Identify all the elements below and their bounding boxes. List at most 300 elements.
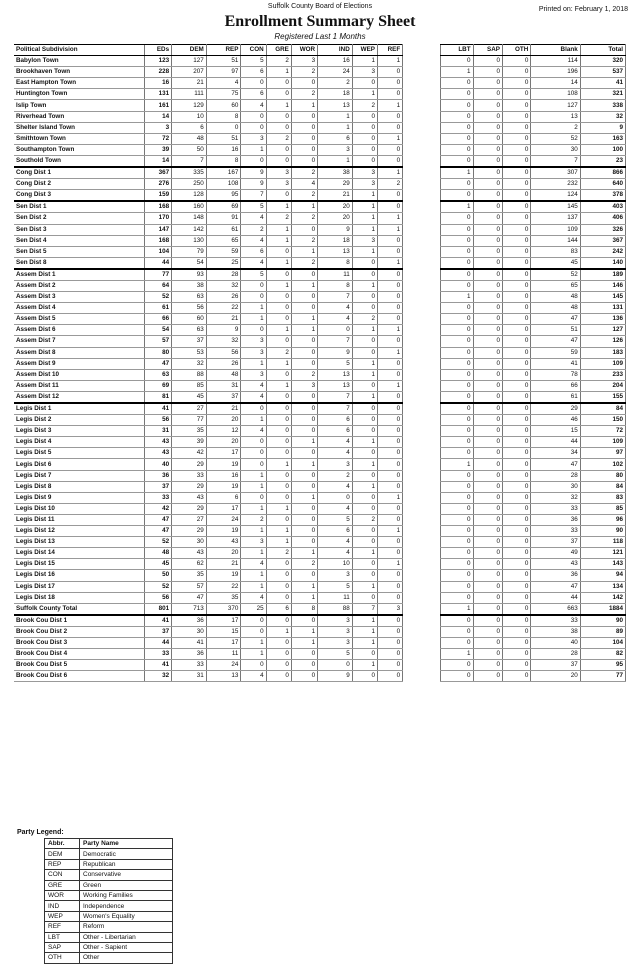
cell-con: 0 (241, 660, 266, 671)
col-header-ind: IND (318, 45, 353, 56)
subdivision-name: Assem Dist 6 (14, 325, 144, 336)
cell-wep: 1 (352, 626, 377, 637)
subdivision-name: Islip Town (14, 100, 144, 111)
column-gap (403, 257, 441, 269)
cell-total: 326 (580, 224, 625, 235)
subdivision-name: Brook Cou Dist 1 (14, 615, 144, 627)
cell-wep: 0 (352, 122, 377, 133)
table-row (14, 459, 626, 470)
cell-lbt: 0 (441, 269, 474, 281)
cell-rep: 0 (206, 122, 241, 133)
column-gap (403, 122, 441, 133)
cell-total: 189 (580, 269, 625, 281)
table-row (14, 559, 626, 570)
cell-sap: 0 (473, 503, 502, 514)
cell-eds: 276 (144, 179, 171, 190)
column-gap (403, 292, 441, 303)
cell-oth: 0 (502, 358, 530, 369)
subdivision-name: Assem Dist 5 (14, 314, 144, 325)
cell-gre: 0 (266, 437, 291, 448)
cell-oth: 0 (502, 100, 530, 111)
table-row (14, 503, 626, 514)
cell-lbt: 0 (441, 481, 474, 492)
cell-lbt: 1 (441, 649, 474, 660)
cell-oth: 0 (502, 190, 530, 202)
cell-sap: 0 (473, 155, 502, 167)
printed-date: Printed on: February 1, 2018 (538, 6, 628, 13)
cell-wep: 1 (352, 358, 377, 369)
table-row (14, 67, 626, 78)
column-gap (403, 649, 441, 660)
cell-lbt: 0 (441, 448, 474, 459)
cell-con: 1 (241, 637, 266, 648)
cell-gre: 0 (266, 470, 291, 481)
cell-lbt: 0 (441, 235, 474, 246)
table-row (14, 437, 626, 448)
cell-gre: 0 (266, 78, 291, 89)
cell-blank: 44 (531, 592, 580, 603)
cell-gre: 0 (266, 122, 291, 133)
cell-wor: 0 (291, 122, 317, 133)
cell-oth: 0 (502, 336, 530, 347)
cell-rep: 8 (206, 111, 241, 122)
cell-wor: 0 (291, 415, 317, 426)
cell-con: 5 (241, 201, 266, 213)
cell-rep: 16 (206, 470, 241, 481)
cell-wep: 0 (352, 649, 377, 660)
legend-party-name: Green (80, 880, 173, 890)
legend-abbr: REP (45, 859, 80, 869)
cell-blank: 232 (531, 179, 580, 190)
cell-wep: 0 (352, 336, 377, 347)
cell-gre: 0 (266, 649, 291, 660)
cell-blank: 61 (531, 391, 580, 403)
cell-wor: 0 (291, 470, 317, 481)
cell-oth: 0 (502, 671, 530, 682)
cell-dem: 32 (172, 358, 207, 369)
column-gap (403, 78, 441, 89)
cell-eds: 168 (144, 201, 171, 213)
cell-ref: 0 (377, 403, 402, 415)
subdivision-name: Babylon Town (14, 56, 144, 67)
legend-abbr: WOR (45, 890, 80, 900)
legend-abbr: LBT (45, 932, 80, 942)
cell-rep: 65 (206, 235, 241, 246)
cell-ref: 2 (377, 179, 402, 190)
legend-row (45, 911, 173, 921)
cell-ref: 0 (377, 235, 402, 246)
cell-rep: 97 (206, 67, 241, 78)
cell-wor: 0 (291, 111, 317, 122)
cell-ind: 9 (318, 224, 353, 235)
cell-gre: 1 (266, 257, 291, 269)
cell-lbt: 0 (441, 671, 474, 682)
column-gap (403, 526, 441, 537)
cell-gre: 1 (266, 537, 291, 548)
cell-ind: 0 (318, 660, 353, 671)
cell-con: 4 (241, 380, 266, 391)
col-header-gre: GRE (266, 45, 291, 56)
table-row (14, 179, 626, 190)
cell-con: 4 (241, 391, 266, 403)
cell-blank: 49 (531, 548, 580, 559)
column-gap (403, 470, 441, 481)
legend-row (45, 880, 173, 890)
cell-rep: 20 (206, 548, 241, 559)
cell-total: 145 (580, 292, 625, 303)
column-gap (403, 615, 441, 627)
cell-lbt: 1 (441, 292, 474, 303)
table-row (14, 426, 626, 437)
column-gap (403, 347, 441, 358)
table-row (14, 649, 626, 660)
legend-col-abbr: Abbr. (45, 839, 80, 849)
cell-rep: 17 (206, 448, 241, 459)
cell-oth: 0 (502, 526, 530, 537)
cell-wor: 0 (291, 78, 317, 89)
cell-rep: 22 (206, 581, 241, 592)
cell-ref: 1 (377, 213, 402, 224)
cell-sap: 0 (473, 526, 502, 537)
column-gap (403, 391, 441, 403)
table-row (14, 235, 626, 246)
cell-wep: 1 (352, 481, 377, 492)
subdivision-name: Southold Town (14, 155, 144, 167)
cell-blank: 41 (531, 358, 580, 369)
table-row (14, 570, 626, 581)
cell-rep: 19 (206, 481, 241, 492)
cell-ind: 4 (318, 503, 353, 514)
cell-wor: 0 (291, 649, 317, 660)
cell-con: 0 (241, 448, 266, 459)
cell-ind: 88 (318, 603, 353, 615)
cell-wep: 0 (352, 503, 377, 514)
cell-ref: 0 (377, 615, 402, 627)
cell-wor: 0 (291, 347, 317, 358)
cell-wep: 0 (352, 78, 377, 89)
cell-con: 1 (241, 548, 266, 559)
column-gap (403, 314, 441, 325)
cell-blank: 37 (531, 660, 580, 671)
cell-lbt: 0 (441, 213, 474, 224)
cell-ind: 29 (318, 179, 353, 190)
col-header-dem: DEM (172, 45, 207, 56)
column-gap (403, 626, 441, 637)
cell-total: 90 (580, 526, 625, 537)
cell-blank: 47 (531, 314, 580, 325)
cell-wor: 3 (291, 56, 317, 67)
cell-wep: 1 (352, 660, 377, 671)
cell-total: 85 (580, 503, 625, 514)
cell-total: 97 (580, 448, 625, 459)
cell-blank: 109 (531, 224, 580, 235)
table-row (14, 626, 626, 637)
cell-wor: 2 (291, 167, 317, 179)
cell-dem: 31 (172, 671, 207, 682)
cell-con: 1 (241, 570, 266, 581)
cell-oth: 0 (502, 269, 530, 281)
cell-eds: 123 (144, 56, 171, 67)
cell-rep: 28 (206, 269, 241, 281)
cell-eds: 43 (144, 437, 171, 448)
cell-ref: 0 (377, 503, 402, 514)
subdivision-name: Assem Dist 8 (14, 347, 144, 358)
table-row (14, 492, 626, 503)
cell-blank: 65 (531, 280, 580, 291)
cell-rep: 16 (206, 144, 241, 155)
column-gap (403, 448, 441, 459)
cell-ref: 0 (377, 426, 402, 437)
cell-ind: 8 (318, 257, 353, 269)
subdivision-name: Sen Dist 5 (14, 246, 144, 257)
table-row (14, 144, 626, 155)
cell-con: 0 (241, 78, 266, 89)
table-row (14, 548, 626, 559)
column-gap (403, 167, 441, 179)
cell-eds: 56 (144, 415, 171, 426)
enrollment-table (14, 44, 626, 682)
cell-ref: 0 (377, 481, 402, 492)
legend-abbr: GRE (45, 880, 80, 890)
cell-lbt: 1 (441, 167, 474, 179)
subdivision-name: Sen Dist 8 (14, 257, 144, 269)
cell-total: 155 (580, 391, 625, 403)
column-gap (403, 67, 441, 78)
cell-ref: 0 (377, 581, 402, 592)
subdivision-name: Brook Cou Dist 6 (14, 671, 144, 682)
cell-wep: 3 (352, 179, 377, 190)
cell-oth: 0 (502, 167, 530, 179)
cell-lbt: 0 (441, 503, 474, 514)
cell-con: 7 (241, 190, 266, 202)
cell-sap: 0 (473, 369, 502, 380)
cell-wor: 0 (291, 503, 317, 514)
cell-sap: 0 (473, 649, 502, 660)
cell-ref: 0 (377, 649, 402, 660)
subdivision-name: Southampton Town (14, 144, 144, 155)
cell-ref: 0 (377, 660, 402, 671)
cell-dem: 713 (172, 603, 207, 615)
cell-rep: 37 (206, 391, 241, 403)
cell-dem: 43 (172, 492, 207, 503)
cell-rep: 32 (206, 280, 241, 291)
column-gap (403, 111, 441, 122)
cell-lbt: 0 (441, 358, 474, 369)
cell-sap: 0 (473, 615, 502, 627)
cell-oth: 0 (502, 144, 530, 155)
cell-lbt: 1 (441, 67, 474, 78)
cell-ref: 0 (377, 122, 402, 133)
cell-dem: 130 (172, 235, 207, 246)
cell-lbt: 0 (441, 660, 474, 671)
cell-ind: 7 (318, 292, 353, 303)
cell-wor: 1 (291, 459, 317, 470)
cell-gre: 0 (266, 190, 291, 202)
cell-wep: 1 (352, 280, 377, 291)
cell-lbt: 0 (441, 369, 474, 380)
cell-oth: 0 (502, 448, 530, 459)
cell-gre: 0 (266, 660, 291, 671)
subdivision-name: Assem Dist 12 (14, 391, 144, 403)
cell-wep: 2 (352, 100, 377, 111)
subdivision-name: Legis Dist 1 (14, 403, 144, 415)
cell-oth: 0 (502, 459, 530, 470)
subdivision-name: Legis Dist 15 (14, 559, 144, 570)
subdivision-name: Legis Dist 9 (14, 492, 144, 503)
cell-ref: 1 (377, 224, 402, 235)
cell-sap: 0 (473, 303, 502, 314)
cell-ref: 0 (377, 155, 402, 167)
column-gap (403, 190, 441, 202)
cell-sap: 0 (473, 380, 502, 391)
cell-eds: 69 (144, 380, 171, 391)
cell-oth: 0 (502, 437, 530, 448)
cell-oth: 0 (502, 257, 530, 269)
cell-wor: 0 (291, 155, 317, 167)
cell-oth: 0 (502, 537, 530, 548)
cell-wep: 0 (352, 403, 377, 415)
cell-wep: 0 (352, 380, 377, 391)
cell-eds: 170 (144, 213, 171, 224)
column-gap (403, 637, 441, 648)
cell-blank: 20 (531, 671, 580, 682)
cell-dem: 63 (172, 325, 207, 336)
cell-oth: 0 (502, 133, 530, 144)
cell-wor: 2 (291, 559, 317, 570)
cell-rep: 167 (206, 167, 241, 179)
table-row (14, 89, 626, 100)
subdivision-name: Cong Dist 1 (14, 167, 144, 179)
cell-total: 72 (580, 426, 625, 437)
cell-wep: 0 (352, 570, 377, 581)
cell-ref: 1 (377, 257, 402, 269)
cell-total: 118 (580, 537, 625, 548)
cell-ref: 1 (377, 380, 402, 391)
county-total-row (14, 603, 626, 615)
cell-blank: 52 (531, 133, 580, 144)
cell-wep: 0 (352, 415, 377, 426)
cell-sap: 0 (473, 415, 502, 426)
cell-rep: 43 (206, 537, 241, 548)
legend-party-name: Other - Libertarian (80, 932, 173, 942)
cell-oth: 0 (502, 548, 530, 559)
cell-gre: 0 (266, 336, 291, 347)
cell-wor: 2 (291, 235, 317, 246)
cell-blank: 34 (531, 448, 580, 459)
cell-ind: 1 (318, 122, 353, 133)
cell-sap: 0 (473, 481, 502, 492)
cell-gre: 0 (266, 314, 291, 325)
subdivision-name: Assem Dist 2 (14, 280, 144, 291)
cell-lbt: 1 (441, 459, 474, 470)
cell-gre: 6 (266, 603, 291, 615)
table-row (14, 369, 626, 380)
cell-dem: 77 (172, 415, 207, 426)
cell-blank: 44 (531, 437, 580, 448)
table-row (14, 100, 626, 111)
cell-ind: 16 (318, 56, 353, 67)
cell-wep: 3 (352, 235, 377, 246)
cell-sap: 0 (473, 603, 502, 615)
cell-blank: 48 (531, 292, 580, 303)
column-gap (403, 155, 441, 167)
cell-dem: 142 (172, 224, 207, 235)
column-gap (403, 459, 441, 470)
cell-lbt: 0 (441, 78, 474, 89)
cell-ind: 7 (318, 403, 353, 415)
cell-dem: 47 (172, 592, 207, 603)
table-row (14, 167, 626, 179)
cell-rep: 19 (206, 526, 241, 537)
legend-abbr: WEP (45, 911, 80, 921)
cell-ref: 0 (377, 369, 402, 380)
cell-rep: 26 (206, 292, 241, 303)
subdivision-name: Huntington Town (14, 89, 144, 100)
col-header-sap: SAP (473, 45, 502, 56)
cell-ref: 0 (377, 459, 402, 470)
cell-rep: 8 (206, 155, 241, 167)
cell-wor: 0 (291, 570, 317, 581)
cell-rep: 21 (206, 403, 241, 415)
cell-eds: 36 (144, 470, 171, 481)
legend-title: Party Legend: (17, 829, 64, 836)
cell-total: 1884 (580, 603, 625, 615)
cell-wep: 1 (352, 89, 377, 100)
column-gap (403, 481, 441, 492)
table-row (14, 155, 626, 167)
cell-lbt: 0 (441, 325, 474, 336)
cell-sap: 0 (473, 336, 502, 347)
cell-eds: 81 (144, 391, 171, 403)
cell-rep: 51 (206, 56, 241, 67)
table-row (14, 403, 626, 415)
cell-rep: 15 (206, 626, 241, 637)
cell-gre: 0 (266, 514, 291, 525)
cell-wep: 1 (352, 548, 377, 559)
cell-ref: 1 (377, 100, 402, 111)
cell-blank: 33 (531, 526, 580, 537)
subdivision-name: Legis Dist 6 (14, 459, 144, 470)
cell-con: 2 (241, 224, 266, 235)
cell-dem: 63 (172, 292, 207, 303)
col-header-ref: REF (377, 45, 402, 56)
page-subtitle: Registered Last 1 Months (274, 32, 366, 41)
cell-lbt: 0 (441, 548, 474, 559)
cell-sap: 0 (473, 257, 502, 269)
cell-ref: 0 (377, 514, 402, 525)
cell-total: 82 (580, 649, 625, 660)
cell-dem: 57 (172, 581, 207, 592)
cell-ind: 7 (318, 391, 353, 403)
cell-eds: 104 (144, 246, 171, 257)
subdivision-name: Sen Dist 2 (14, 213, 144, 224)
legend-abbr: IND (45, 901, 80, 911)
cell-rep: 17 (206, 503, 241, 514)
cell-ref: 0 (377, 437, 402, 448)
cell-wep: 0 (352, 144, 377, 155)
cell-blank: 83 (531, 246, 580, 257)
cell-eds: 159 (144, 190, 171, 202)
cell-lbt: 0 (441, 314, 474, 325)
col-header-eds: EDs (144, 45, 171, 56)
cell-total: 242 (580, 246, 625, 257)
cell-total: 131 (580, 303, 625, 314)
legend-party-name: Democratic (80, 849, 173, 859)
cell-eds: 66 (144, 314, 171, 325)
table-row (14, 358, 626, 369)
cell-wor: 0 (291, 481, 317, 492)
cell-total: 96 (580, 514, 625, 525)
